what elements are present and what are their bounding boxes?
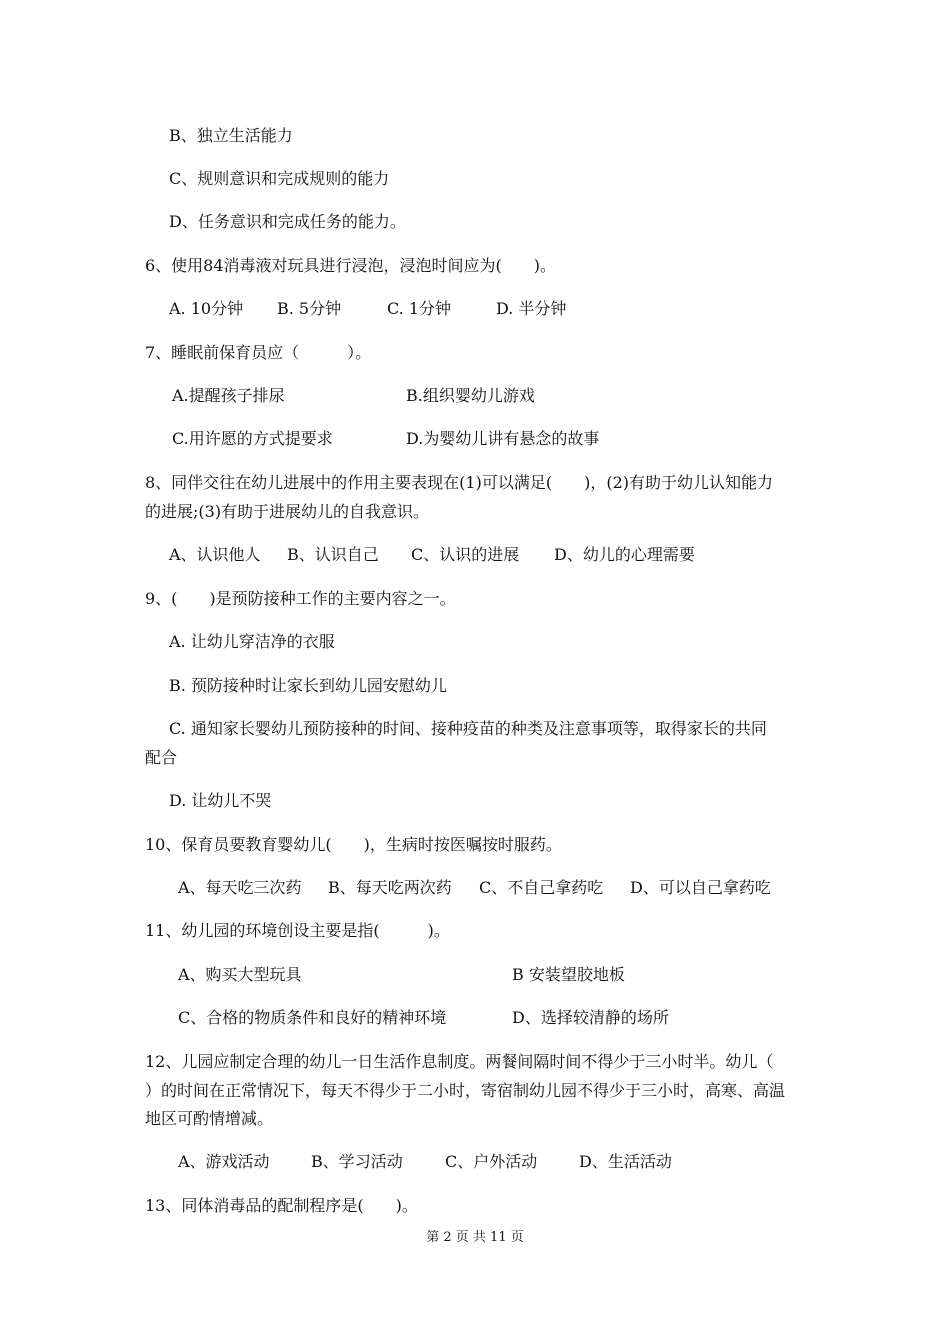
question-11: 11、幼儿园的环境创设主要是指( )。 bbox=[145, 921, 450, 940]
q5-option-d: D、任务意识和完成任务的能力。 bbox=[169, 212, 406, 231]
question-7: 7、睡眠前保育员应（ ）。 bbox=[145, 343, 372, 362]
q12-option-d: D、生活活动 bbox=[579, 1152, 672, 1171]
q10-option-c: C、不自己拿药吃 bbox=[479, 878, 604, 897]
q5-option-b: B、独立生活能力 bbox=[169, 126, 293, 145]
q9-option-c-line-2: 配合 bbox=[145, 748, 178, 767]
q6-option-b: B. 5分钟 bbox=[277, 299, 342, 318]
q9-option-b: B. 预防接种时让家长到幼儿园安慰幼儿 bbox=[169, 676, 447, 695]
q8-option-b: B、认识自己 bbox=[287, 545, 379, 564]
q11-option-c: C、合格的物质条件和良好的精神环境 bbox=[178, 1008, 447, 1027]
q9-option-a: A. 让幼儿穿洁净的衣服 bbox=[169, 632, 335, 651]
q11-option-a: A、购买大型玩具 bbox=[178, 965, 302, 984]
question-12-line-3: 地区可酌情增减。 bbox=[145, 1109, 274, 1128]
q12-option-a: A、游戏活动 bbox=[178, 1152, 270, 1171]
page-footer: 第 2 页 共 11 页 bbox=[426, 1230, 524, 1245]
question-8-line-1: 8、同伴交往在幼儿进展中的作用主要表现在(1)可以满足( )，(2)有助于幼儿认知能力 bbox=[145, 473, 773, 492]
q10-option-b: B、每天吃两次药 bbox=[328, 878, 452, 897]
question-12-line-1: 12、儿园应制定合理的幼儿一日生活作息制度。两餐间隔时间不得少于三小时半。幼儿（ bbox=[145, 1052, 774, 1071]
q10-option-a: A、每天吃三次药 bbox=[178, 878, 302, 897]
q7-option-d: D.为婴幼儿讲有悬念的故事 bbox=[406, 429, 600, 448]
question-13: 13、同体消毒品的配制程序是( )。 bbox=[145, 1196, 418, 1215]
q8-option-c: C、认识的进展 bbox=[411, 545, 520, 564]
question-8-line-2: 的进展;(3)有助于进展幼儿的自我意识。 bbox=[145, 502, 430, 521]
q7-option-a: A.提醒孩子排尿 bbox=[172, 386, 285, 405]
question-9: 9、( )是预防接种工作的主要内容之一。 bbox=[145, 589, 456, 608]
q6-option-c: C. 1分钟 bbox=[387, 299, 452, 318]
q7-option-b: B.组织婴幼儿游戏 bbox=[406, 386, 535, 405]
question-10: 10、保育员要教育婴幼儿( )，生病时按医嘱按时服药。 bbox=[145, 835, 562, 854]
question-6: 6、使用84消毒液对玩具进行浸泡，浸泡时间应为( )。 bbox=[145, 256, 557, 275]
q12-option-b: B、学习活动 bbox=[311, 1152, 403, 1171]
q12-option-c: C、户外活动 bbox=[445, 1152, 538, 1171]
q5-option-c: C、规则意识和完成规则的能力 bbox=[169, 169, 390, 188]
q11-option-b: B 安装望胶地板 bbox=[512, 965, 625, 984]
q8-option-a: A、认识他人 bbox=[169, 545, 261, 564]
q9-option-c-line-1: C. 通知家长婴幼儿预防接种的时间、接种疫苗的种类及注意事项等，取得家长的共同 bbox=[169, 719, 767, 738]
question-12-line-2: ）的时间在正常情况下，每天不得少于二小时，寄宿制幼儿园不得少于三小时，高寒、高温 bbox=[145, 1081, 786, 1100]
q11-option-d: D、选择较清静的场所 bbox=[512, 1008, 669, 1027]
q6-option-d: D. 半分钟 bbox=[496, 299, 567, 318]
q9-option-d: D. 让幼儿不哭 bbox=[169, 791, 272, 810]
q10-option-d: D、可以自己拿药吃 bbox=[630, 878, 771, 897]
q8-option-d: D、幼儿的心理需要 bbox=[554, 545, 695, 564]
q7-option-c: C.用许愿的方式提要求 bbox=[172, 429, 333, 448]
q6-option-a: A. 10分钟 bbox=[169, 299, 244, 318]
